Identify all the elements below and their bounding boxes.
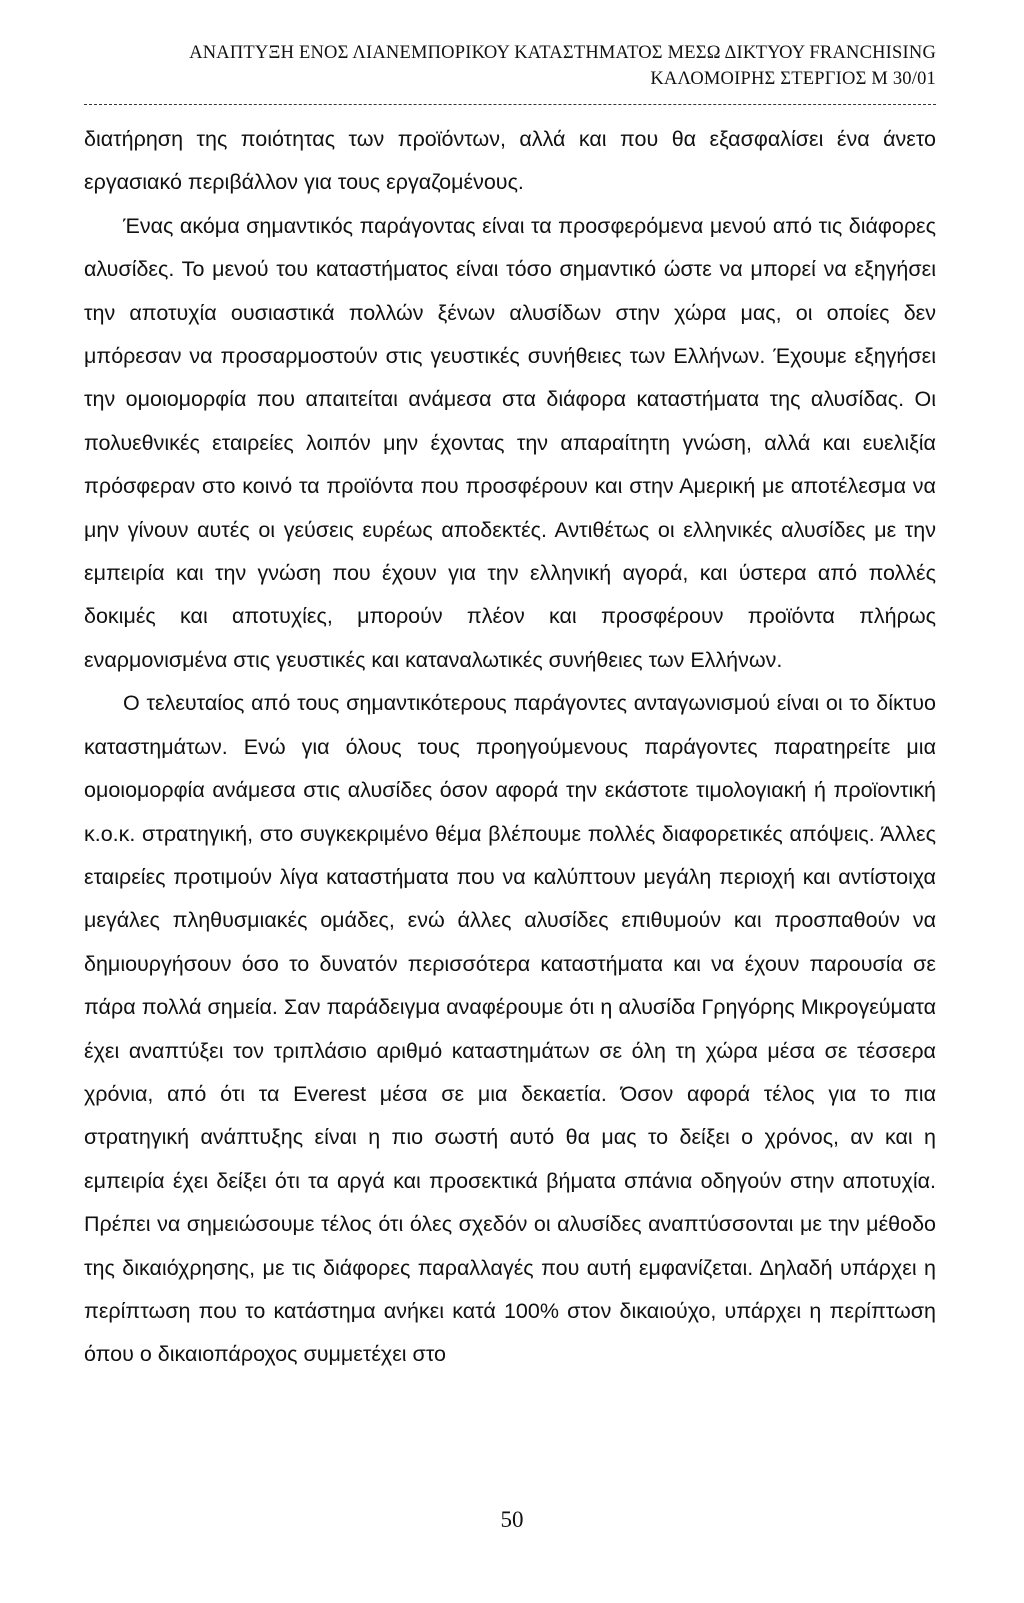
header-title: ΑΝΑΠΤΥΞΗ ΕΝΟΣ ΛΙΑΝΕΜΠΟΡΙΚΟΥ ΚΑΤΑΣΤΗΜΑΤΟΣ ΜΕΣΩ ΔΙΚΤΥΟΥ FRANCHISING bbox=[189, 43, 936, 63]
paragraph: διατήρηση της ποιότητας των προϊόντων, αλλά και που θα εξασφαλίσει ένα άνετο εργασιακό περιβάλλον για τους εργαζομένους. bbox=[84, 127, 936, 195]
paragraph: Ο τελευταίος από τους σημαντικότερους παράγοντες ανταγωνισμού είναι οι το δίκτυο καταστημάτων. Ενώ για όλους τους προηγούμενους παράγοντες παρατηρείτε μια ομοιομορφία ανάμεσα στις αλυσίδες όσον αφορά την εκάστοτε τιμολογιακή ή προϊοντική κ.ο.κ. στρατηγική, στο συγκεκριμένο θέμα βλέπουμε πολλές διαφορετικές απόψεις. Άλλες εταιρείες προτιμούν λίγα καταστήματα που να καλύπτουν μεγάλη περιοχή και αντίστοιχα μεγάλες πληθυσμιακές ομάδες, ενώ άλλες αλυσίδες επιθυμούν και προσπαθούν να δημιουργήσουν όσο το δυνατόν περισσότερα καταστήματα και να έχουν παρουσία σε πάρα πολλά σημεία. Σαν παράδειγμα αναφέρουμε ότι η αλυσίδα Γρηγόρης Μικρογεύματα έχει αναπτύξει τον τριπλάσιο αριθμό καταστημάτων σε όλη τη χώρα μέσα σε τέσσερα χρόνια, από ότι τα Everest μέσα σε μια δεκαετία. Όσον αφορά τέλος για το πια στρατηγική ανάπτυξης είναι η πιο σωστή αυτό θα μας το δείξει ο χρόνος, αν και η εμπειρία έχει δείξει ότι τα αργά και προσεκτικά βήματα σπάνια οδηγούν στην αποτυχία. Πρέπει να σημειώσουμε τέλος ότι όλες σχεδόν οι αλυσίδες αναπτύσσονται με την μέθοδο της δικαιόχρησης, με τις διάφορες παραλλαγές που αυτή εμφανίζεται. Δηλαδή υπάρχει η περίπτωση που το κατάστημα ανήκει κατά 100% στον δικαιούχο, υπάρχει η περίπτωση όπου ο δικαιοπάροχος συμμετέχει στο bbox=[84, 691, 936, 1367]
paragraph: Ένας ακόμα σημαντικός παράγοντας είναι τα προσφερόμενα μενού από τις διάφορες αλυσίδες. Το μενού του καταστήματος είναι τόσο σημαντικό ώστε να μπορεί να εξηγήσει την αποτυχία ουσιαστικά πολλών ξένων αλυσίδων στην χώρα μας, οι οποίες δεν μπόρεσαν να προσαρμοστούν στις γευστικές συνήθειες των Ελλήνων. Έχουμε εξηγήσει την ομοιομορφία που απαιτείται ανάμεσα στα διάφορα καταστήματα της αλυσίδας. Οι πολυεθνικές εταιρείες λοιπόν μην έχοντας την απαραίτητη γνώση, αλλά και ευελιξία πρόσφεραν στο κοινό τα προϊόντα που προσφέρουν και στην Αμερική με αποτέλεσμα να μην γίνουν αυτές οι γεύσεις ευρέως αποδεκτές. Αντιθέτως οι ελληνικές αλυσίδες με την εμπειρία και την γνώση που έχουν για την ελληνική αγορά, και ύστερα από πολλές δοκιμές και αποτυχίες, μπορούν πλέον και προσφέρουν προϊόντα πλήρως εναρμονισμένα στις γευστικές και καταναλωτικές συνήθειες των Ελλήνων. bbox=[84, 213, 936, 672]
header-divider bbox=[84, 104, 936, 105]
header-author: ΚΑΛΟΜΟΙΡΗΣ ΣΤΕΡΓΙΟΣ Μ 30/01 bbox=[650, 69, 936, 89]
page-number: 50 bbox=[500, 1507, 524, 1532]
running-header bbox=[84, 40, 936, 92]
body-text bbox=[84, 118, 936, 1377]
